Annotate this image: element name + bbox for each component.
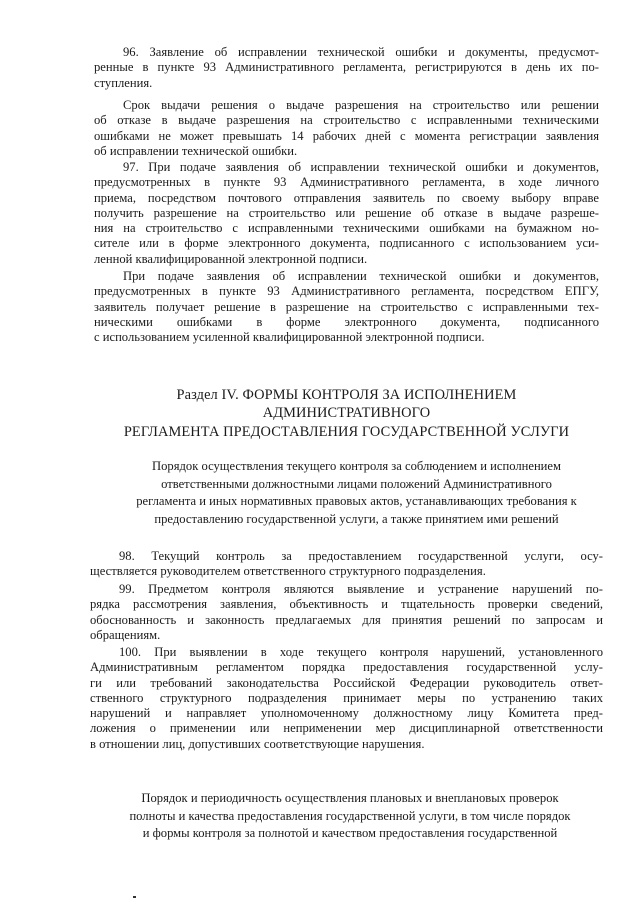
text-line: обоснованность и законность предлагаемых для принятия решений по запросам и: [90, 612, 603, 627]
paragraph-99: [90, 582, 603, 643]
text-line: При подаче заявления об исправлении технической ошибки и документов,: [123, 269, 599, 283]
text-line: ложения о применении или неприменении мер дисциплинарной ответственности: [90, 721, 603, 736]
subheading-line: Порядок осуществления текущего контроля за соблюдением и исполнением: [152, 459, 561, 473]
text-line: предусмотренных в пункте 93 Административного регламента, посредством ЕПГУ,: [94, 284, 599, 299]
text-line: ния на строительство с исправленными техническими ошибками на бумажном но-: [94, 221, 599, 236]
text-line: ступления.: [94, 75, 153, 90]
subheading-line: и формы контроля за полнотой и качеством предоставления государственной: [142, 826, 558, 840]
text-line: ническими ошибками в форме электронного документа, подписанного: [94, 314, 599, 329]
text-line: ренные в пункте 93 Административного регламента, регистрируются в день их по-: [94, 60, 599, 75]
paragraph-97-epgu: [94, 269, 599, 345]
paragraph-96: [94, 45, 599, 91]
text-line: 96. Заявление об исправлении технической ошибки и документы, предусмот-: [123, 45, 599, 59]
text-line: нарушений и направляет уполномоченному должностному лицу Комитета пред-: [90, 706, 603, 721]
text-line: 98. Текущий контроль за предоставлением государственной услуги, осу-: [119, 549, 603, 563]
text-line: 99. Предметом контроля являются выявление и устранение нарушений по-: [119, 582, 603, 596]
subheading-line: полноты и качества предоставления государственной услуги, в том числе порядок: [129, 808, 571, 823]
subheading-line: Порядок и периодичность осуществления плановых и внеплановых проверок: [141, 791, 559, 805]
paragraph-97: [94, 160, 599, 267]
text-line: ственного структурного подразделения принимает меры по устранению таких: [90, 690, 603, 705]
subheading-line: предоставлению государственной услуги, а также принятием ими решений: [154, 511, 559, 526]
text-line: заявитель получает решение в разрешение на строительство с исправленными тех-: [94, 299, 599, 314]
text-line: приема, посредством почтового отправления заявитель по своему выбору вправе: [94, 190, 599, 205]
heading-line: АДМИНИСТРАТИВНОГО: [262, 405, 431, 422]
section-heading: [94, 386, 599, 441]
scan-speck: [133, 896, 136, 898]
text-line: получить разрешение на строительство или решение об отказе в выдаче разреше-: [94, 205, 599, 220]
heading-line: РЕГЛАМЕНТА ПРЕДОСТАВЛЕНИЯ ГОСУДАРСТВЕННОЙ УСЛУГИ: [123, 423, 570, 440]
text-line: обращениям.: [90, 627, 161, 642]
text-line: в отношении лиц, допустивших соответствующие нарушения.: [90, 736, 425, 751]
paragraph-100: [90, 645, 603, 752]
text-line: ошибками не может превышать 14 рабочих дней с момента регистрации заявления: [94, 128, 599, 143]
subheading-line: ответственными должностными лицами положений Административного: [161, 476, 552, 491]
paragraph-96-term: [94, 98, 599, 159]
heading-line: Раздел IV. ФОРМЫ КОНТРОЛЯ ЗА ИСПОЛНЕНИЕМ: [176, 387, 517, 403]
paragraph-98: [90, 549, 603, 580]
subheading-inspections: [100, 790, 600, 843]
text-line: ги или требований законодательства Российской Федерации руководитель ответ-: [90, 675, 603, 690]
text-line: Административным регламентом порядка предоставления государственной услу-: [90, 660, 603, 675]
text-line: рядка рассмотрения заявления, объективность и тщательность проверки сведений,: [90, 597, 603, 612]
text-line: 97. При подаче заявления об исправлении технической ошибки и документов,: [123, 160, 599, 174]
text-line: сителе или в форме электронного документа, подписанного с использованием уси-: [94, 236, 599, 251]
subheading-line: регламента и иных нормативных правовых актов, устанавливающих требования к: [136, 494, 577, 508]
text-line: об отказе в выдаче разрешения на строительство с исправленными техническими: [94, 113, 599, 128]
text-line: Срок выдачи решения о выдаче разрешения на строительство или решении: [123, 98, 599, 112]
text-line: предусмотренных в пункте 93 Административного регламента, в ходе личного: [94, 175, 599, 190]
text-line: 100. При выявлении в ходе текущего контроля нарушений, установленного: [119, 645, 603, 659]
text-line: об исправлении технической ошибки.: [94, 143, 298, 158]
text-line: ленной квалифицированной электронной подписи.: [94, 251, 368, 266]
text-line: ществляется руководителем ответственного структурного подразделения.: [90, 564, 486, 579]
text-line: с использованием усиленной квалифицированной электронной подписи.: [94, 330, 485, 345]
subheading-current-control: [110, 458, 603, 528]
